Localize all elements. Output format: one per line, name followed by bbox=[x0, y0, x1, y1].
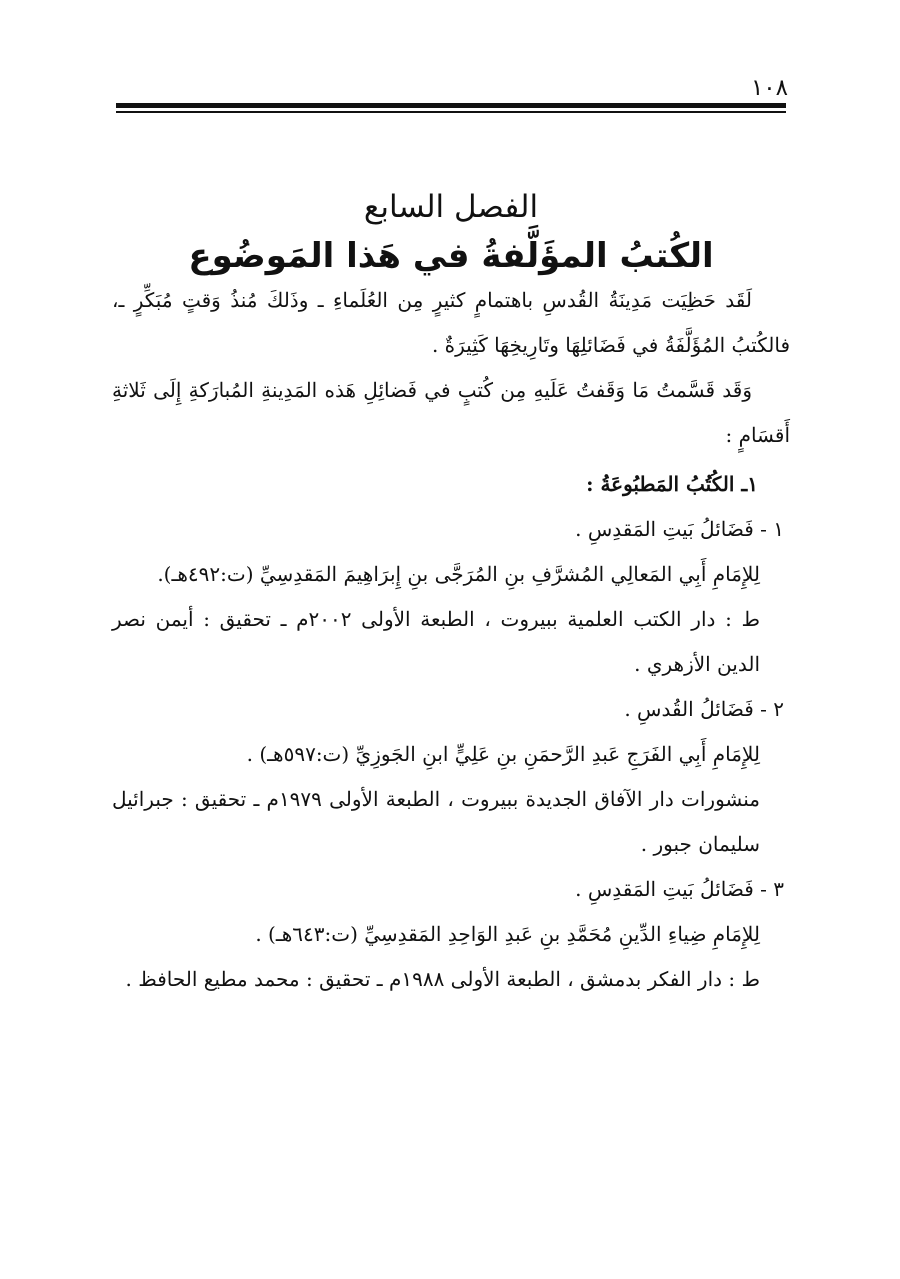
book-title: ٣ - فَضَائلُ بَيتِ المَقدِسِ . bbox=[575, 877, 784, 901]
intro-paragraph-2: وَقَد قَسَّمتُ مَا وَقَفتُ عَلَيهِ مِن كُتبٍ في فَضائِلِ هَذه المَدِينةِ المُبارَكةِ إِلَى ثَلاثةِ أَقسَامٍ : bbox=[112, 378, 790, 447]
book-title: ٢ - فَضَائلُ القُدسِ . bbox=[624, 697, 784, 721]
book-publication: منشورات دار الآفاق الجديدة ببيروت ، الطبعة الأولى ١٩٧٩م ـ تحقيق : جبرائيل سليمان جبور . bbox=[112, 787, 760, 856]
intro-paragraph-1: لَقَد حَظِيَت مَدِينَةُ القُدسِ باهتمامٍ كثيرٍ مِن العُلَماءِ ـ وذَلكَ مُنذُ وَقتٍ مُبَكِّرٍ ـ، فالكُتبُ المُؤَلَّفَةُ في فَضَائلِهَا وتَارِيخِهَا كَثِيرَةٌ . bbox=[112, 288, 790, 357]
book-author: لِلإِمَامِ أَبِي المَعالِي المُشرَّفِ بنِ المُرَجَّى بنِ إِبرَاهِيمَ المَقدِسِيِّ (ت:٤٩٢هـ). bbox=[157, 562, 760, 586]
section-heading-printed-books: ١ـ الكُتُبُ المَطبُوعَةُ : bbox=[586, 472, 758, 496]
chapter-title: الكُتبُ المؤَلَّفةُ في هَذا المَوضُوع bbox=[188, 236, 714, 276]
book-publication: ط : دار الكتب العلمية ببيروت ، الطبعة الأولى ٢٠٠٢م ـ تحقيق : أيمن نصر الدين الأزهري . bbox=[112, 607, 760, 676]
chapter-header bbox=[116, 184, 786, 282]
book-publication: ط : دار الفكر بدمشق ، الطبعة الأولى ١٩٨٨م ـ تحقيق : محمد مطيع الحافظ . bbox=[125, 967, 760, 991]
book-author: لِلإِمَامِ أَبِي الفَرَجِ عَبدِ الرَّحمَنِ بنِ عَلِيٍّ ابنِ الجَوزِيِّ (ت:٥٩٧هـ) . bbox=[246, 742, 760, 766]
book-author: لِلإِمَامِ ضِياءِ الدِّينِ مُحَمَّدِ بنِ عَبدِ الوَاحِدِ المَقدِسِيِّ (ت:٦٤٣هـ) . bbox=[255, 922, 760, 946]
page-number: ١٠٨ bbox=[750, 75, 788, 101]
book-title: ١ - فَضَائلُ بَيتِ المَقدِسِ . bbox=[575, 517, 784, 541]
page-body bbox=[112, 278, 790, 1002]
header-rule-thick bbox=[116, 103, 786, 108]
header-rule-thin bbox=[116, 111, 786, 113]
chapter-label: الفصل السابع bbox=[363, 189, 539, 225]
